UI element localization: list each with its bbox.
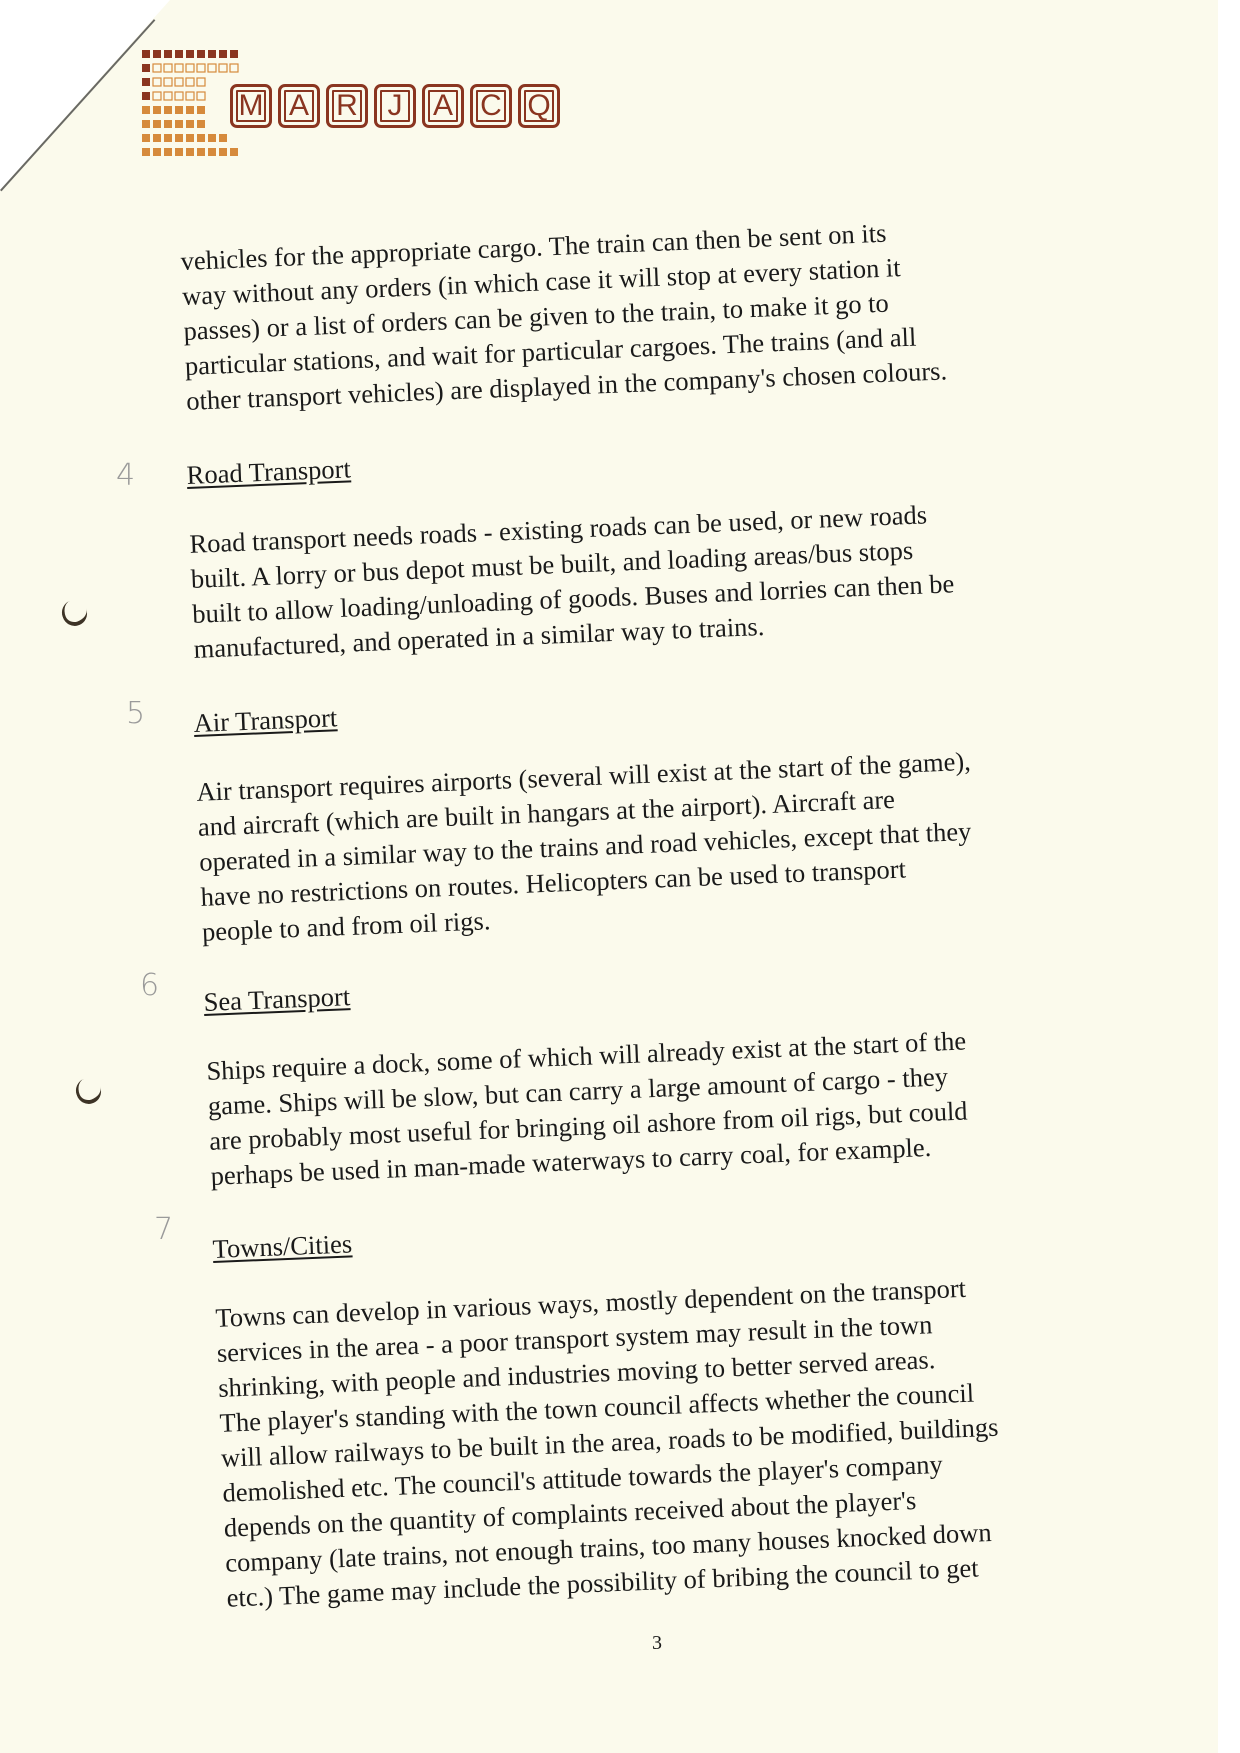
section-heading: Towns/Cities — [212, 1228, 353, 1264]
logo-grid-square — [186, 120, 194, 128]
logo-grid-square — [230, 64, 238, 72]
logo-grid-square — [197, 148, 205, 156]
margin-note: 4 — [116, 458, 136, 493]
section-paragraph: Ships require a dock, some of which will already exist at the start of the game. Ships will be slow, but can carry a large amount of cargo - they are probably most useful for bringing oil ashore from oil rigs, but could perhaps be used in man-made waterways to carry coal, for example. — [205, 1025, 969, 1191]
logo-grid-square — [186, 148, 194, 156]
margin-note: 5 — [126, 696, 146, 731]
punch-hole-mark — [58, 597, 90, 630]
logo-grid-square — [186, 134, 194, 142]
logo-grid-square — [219, 148, 227, 156]
logo-grid-square — [142, 92, 150, 100]
logo-grid-square — [164, 50, 172, 58]
logo-grid-square — [208, 134, 216, 142]
logo-letter: A — [278, 84, 320, 128]
logo-grid-square — [153, 64, 161, 72]
logo-grid-square — [153, 50, 161, 58]
logo-grid-square — [197, 106, 205, 114]
logo-letter: A — [422, 84, 464, 128]
logo-grid-square — [153, 120, 161, 128]
logo-grid-square — [230, 50, 238, 58]
section-heading: Air Transport — [193, 702, 338, 738]
logo-grid-square — [164, 134, 172, 142]
logo-grid-square — [197, 92, 205, 100]
logo-letter: J — [374, 84, 416, 128]
logo-grid-square — [153, 92, 161, 100]
logo-grid-square — [186, 64, 194, 72]
logo-grid-square — [230, 148, 238, 156]
logo-grid-square — [197, 134, 205, 142]
page-number: 3 — [652, 1632, 662, 1654]
logo-grid-square — [153, 78, 161, 86]
logo-grid-square — [142, 64, 150, 72]
section-road-transport — [186, 423, 1074, 667]
logo-grid-square — [186, 106, 194, 114]
logo-grid-square — [175, 64, 183, 72]
logo-grid-square — [164, 148, 172, 156]
logo-grid-square — [164, 92, 172, 100]
punch-hole-mark — [72, 1075, 104, 1108]
logo-grid-square — [208, 50, 216, 58]
logo-grid-square — [219, 134, 227, 142]
logo-grid-square — [186, 50, 194, 58]
logo-grid-square — [197, 50, 205, 58]
section-heading: Sea Transport — [203, 981, 351, 1017]
logo-grid-square — [164, 106, 172, 114]
logo-grid-square — [175, 50, 183, 58]
logo-grid-square — [142, 148, 150, 156]
logo-grid-square — [164, 78, 172, 86]
section-paragraph: Air transport requires airports (several will exist at the start of the game), and aircraft (which are built in hangars at the airport). Aircraft are operated in a similar way to the trains and road vehicles, except that they have no restrictions on routes. Helicopters can be used to transport people to and from oil rigs. — [195, 745, 972, 947]
logo-grid-square — [153, 106, 161, 114]
logo-letter: R — [326, 84, 368, 128]
intro-paragraph: vehicles for the appropriate cargo. The train can then be sent on its way without any orders (in which case it will stop at every station it passes) or a list of orders can be given to the train, to make it go to particular stations, and wait for particular cargoes. The trains (and all other transport vehicles) are displayed in the company's chosen colours. — [180, 217, 948, 416]
logo-grid-square — [164, 120, 172, 128]
logo-grid-square — [208, 64, 216, 72]
logo-grid-square — [175, 106, 183, 114]
section-paragraph: Towns can develop in various ways, mostly dependent on the transport services in the area - a poor transport system may result in the town shrinking, with people and industries moving to better served areas. The player's standing with the town council affects whether the council will allow railways to be built in the area, roads to be modified, buildings demolished etc. The council's attitude towards the player's company depends on the quantity of complaints received about the player's company (late trains, not enough trains, too many houses knocked down etc.) The game may include the possibility of bribing the council to get — [214, 1272, 999, 1613]
logo-letter: M — [230, 84, 272, 128]
logo-grid-square — [186, 92, 194, 100]
logo-grid-square — [153, 134, 161, 142]
logo-letter: C — [470, 84, 512, 128]
logo-grid-square — [142, 78, 150, 86]
section-towns-cities — [212, 1197, 1107, 1616]
logo-letter: Q — [518, 84, 560, 128]
margin-note: 6 — [140, 968, 160, 1003]
section-sea-transport — [203, 950, 1091, 1194]
section-air-transport — [193, 671, 1082, 950]
margin-note: 7 — [154, 1212, 174, 1247]
logo-grid-square — [219, 50, 227, 58]
page-edge — [1218, 0, 1240, 1753]
logo-grid-square — [142, 134, 150, 142]
logo-grid-square — [175, 134, 183, 142]
intro-block — [180, 209, 1066, 419]
logo-grid-square — [175, 92, 183, 100]
logo-grid-square — [142, 106, 150, 114]
marjacq-logo — [142, 50, 612, 190]
logo-grid-square — [175, 78, 183, 86]
section-paragraph: Road transport needs roads - existing roads can be used, or new roads built. A lorry or bus depot must be built, and loading areas/bus stops built to allow loading/unloading of goods. Buses and lorries can then be manufactured, and operated in a similar way to trains. — [188, 499, 955, 664]
logo-grid-square — [186, 78, 194, 86]
logo-grid-square — [197, 64, 205, 72]
logo-grid-square — [197, 120, 205, 128]
logo-grid-square — [175, 120, 183, 128]
logo-wordmark — [230, 84, 560, 128]
section-heading: Road Transport — [186, 453, 352, 490]
logo-grid-square — [142, 120, 150, 128]
logo-grid-square — [142, 50, 150, 58]
logo-grid-square — [219, 64, 227, 72]
logo-grid-square — [208, 148, 216, 156]
logo-grid-square — [164, 64, 172, 72]
logo-grid-square — [197, 78, 205, 86]
logo-grid-square — [175, 148, 183, 156]
logo-grid-square — [153, 148, 161, 156]
